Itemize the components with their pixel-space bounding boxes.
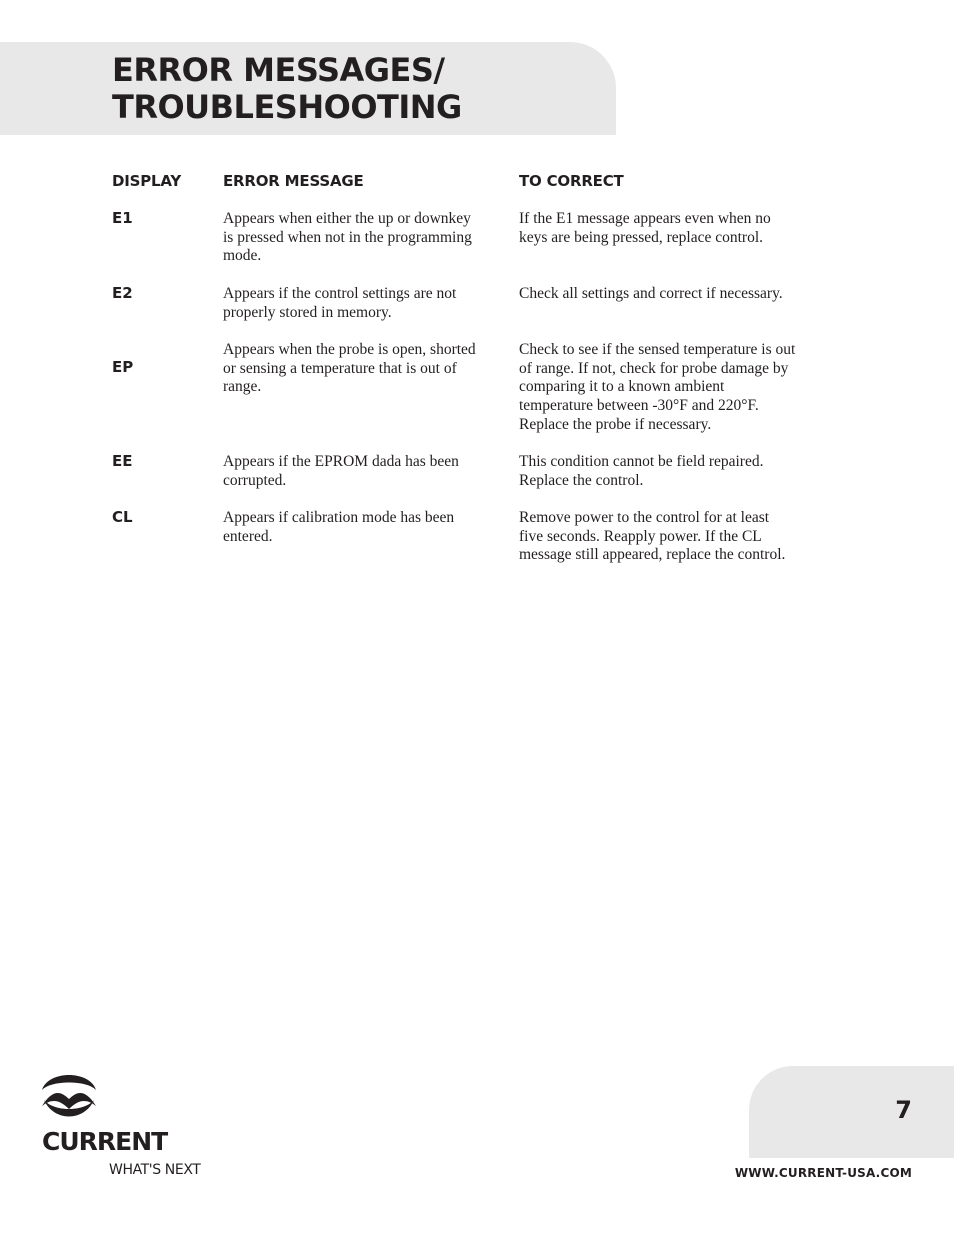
column-header-display: DISPLAY	[112, 172, 182, 190]
brand-name: CURRENT	[42, 1127, 168, 1156]
page-title	[112, 52, 462, 126]
correction-text: Remove power to the control for at least five seconds. Reapply power. If the CL message still appeared, replace the control.	[519, 509, 786, 564]
error-message: Appears if calibration mode has been entered.	[223, 509, 455, 545]
correction-text: If the E1 message appears even when no keys are being pressed, replace control.	[519, 210, 771, 246]
error-message: Appears when either the up or downkey is pressed when not in the programming mode.	[223, 210, 472, 265]
page-title-line-1: ERROR MESSAGES/	[112, 51, 445, 89]
column-header-error-message: ERROR MESSAGE	[223, 172, 364, 190]
error-code: EP	[112, 358, 134, 376]
correction-text: Check to see if the sensed temperature is out of range. If not, check for probe damage by comparing it to a known ambient temperature between -30°F and 220°F. Replace the probe if necessary.	[519, 341, 796, 433]
correction-text: This condition cannot be field repaired. Replace the control.	[519, 453, 764, 489]
error-message: Appears if the control settings are not properly stored in memory.	[223, 285, 457, 321]
error-message: Appears if the EPROM dada has been corrupted.	[223, 453, 459, 489]
website-url: WWW.CURRENT-USA.COM	[734, 1166, 912, 1180]
error-code: EE	[112, 452, 133, 470]
correction-text: Check all settings and correct if necessary.	[519, 285, 783, 302]
error-code: E2	[112, 284, 133, 302]
error-code: E1	[112, 209, 133, 227]
page-number: 7	[895, 1096, 912, 1124]
page-number-tab	[749, 1066, 954, 1158]
wave-logo-icon	[40, 1066, 98, 1126]
error-code: CL	[112, 508, 133, 526]
brand-tagline: WHAT'S NEXT	[109, 1162, 201, 1178]
column-header-to-correct: TO CORRECT	[519, 172, 624, 190]
page-title-line-2: TROUBLESHOOTING	[112, 88, 462, 126]
error-message: Appears when the probe is open, shorted or sensing a temperature that is out of range.	[223, 341, 476, 396]
